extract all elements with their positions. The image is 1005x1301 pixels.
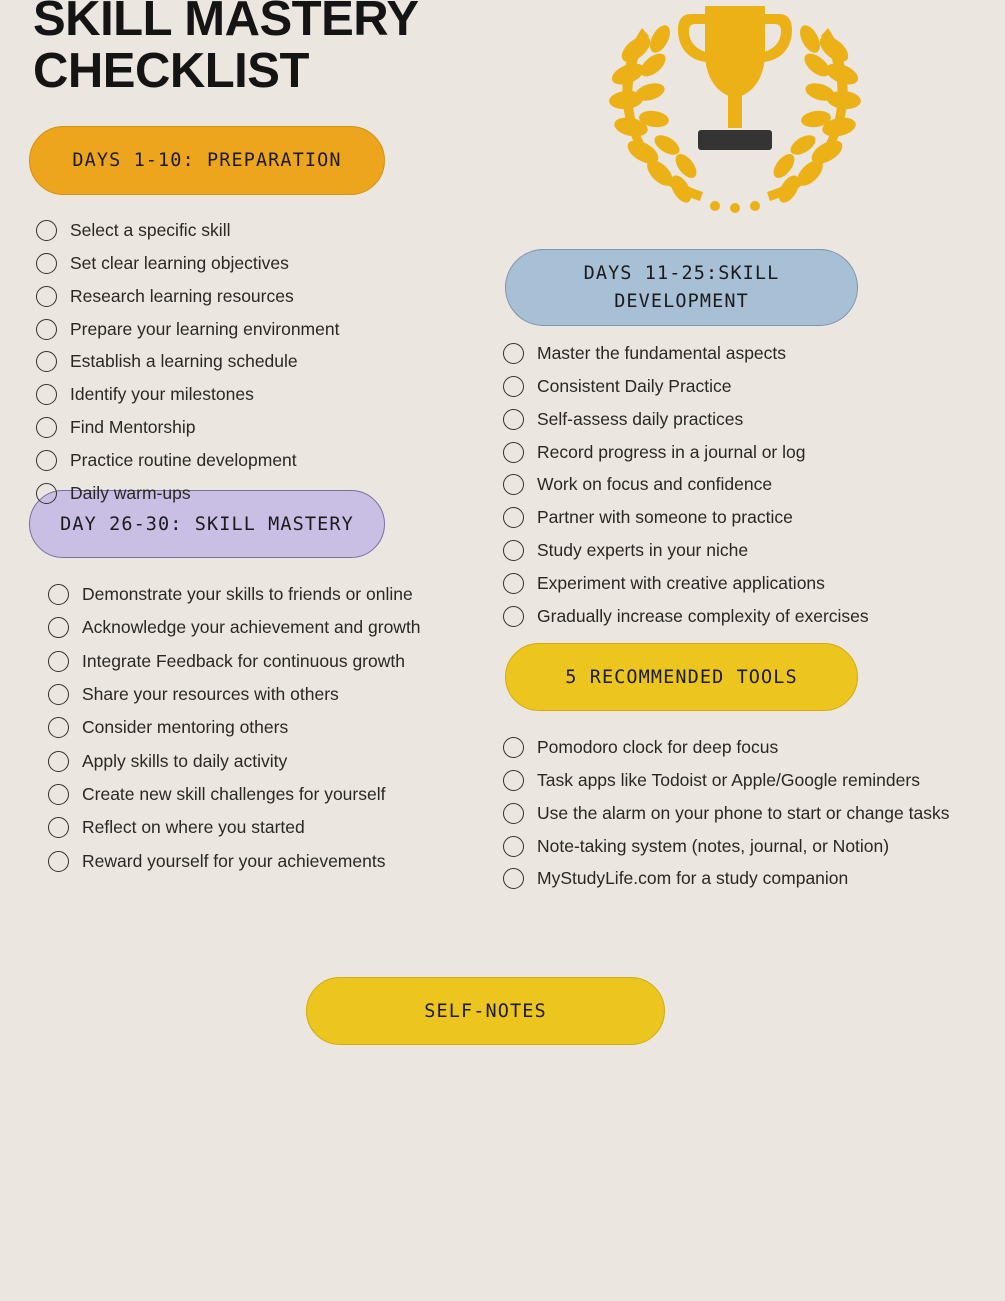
list-item-label: Master the fundamental aspects	[537, 343, 787, 363]
section-pill-recommended-tools[interactable]: 5 RECOMMENDED TOOLS	[505, 643, 858, 711]
list-item[interactable]	[48, 813, 428, 841]
checkbox-icon[interactable]	[503, 836, 524, 857]
checkbox-icon[interactable]	[36, 351, 57, 372]
list-item-label: Record progress in a journal or log	[537, 441, 806, 462]
list-item-label: Research learning resources	[70, 285, 294, 306]
checkbox-icon[interactable]	[503, 770, 524, 791]
list-item[interactable]	[503, 602, 923, 630]
checkbox-icon[interactable]	[48, 584, 69, 605]
page-title-line-1: SKILL MASTERY	[33, 0, 419, 46]
checkbox-icon[interactable]	[503, 606, 524, 627]
list-item-label: Prepare your learning environment	[70, 318, 340, 339]
list-item-label: Daily warm-ups	[70, 482, 191, 503]
list-item[interactable]	[503, 766, 1005, 794]
checkbox-icon[interactable]	[503, 868, 524, 889]
list-item[interactable]	[36, 315, 436, 343]
checkbox-icon[interactable]	[503, 442, 524, 463]
section-pill-skill-development[interactable]: DAYS 11-25:SKILL DEVELOPMENT	[505, 249, 858, 326]
list-item-label: Gradually increase complexity of exercises	[537, 605, 869, 626]
page-title	[33, 0, 553, 98]
list-item[interactable]	[503, 733, 1005, 761]
checklist-preparation	[36, 216, 436, 512]
list-item[interactable]	[503, 832, 1005, 860]
list-item[interactable]	[36, 347, 436, 375]
list-item[interactable]	[48, 580, 428, 608]
list-item-label: Note-taking system (notes, journal, or Notion)	[537, 835, 890, 856]
checkbox-icon[interactable]	[36, 220, 57, 241]
list-item-label: Share your resources with others	[82, 684, 339, 705]
checkbox-icon[interactable]	[36, 253, 57, 274]
list-item-label: Identify your milestones	[70, 384, 254, 405]
list-item[interactable]	[48, 680, 428, 708]
checkbox-icon[interactable]	[36, 319, 57, 340]
list-item[interactable]	[48, 747, 428, 775]
list-item[interactable]	[48, 780, 428, 808]
list-item-label: Practice routine development	[70, 449, 297, 470]
list-item-label: Acknowledge your achievement and growth	[82, 617, 421, 638]
section-pill-preparation[interactable]: DAYS 1-10: PREPARATION	[29, 126, 385, 195]
checkbox-icon[interactable]	[503, 409, 524, 430]
list-item-label: Use the alarm on your phone to start or change tasks	[537, 802, 950, 823]
list-item-label: MyStudyLife.com for a study companion	[537, 868, 849, 889]
list-item[interactable]	[36, 413, 436, 441]
checkbox-icon[interactable]	[48, 851, 69, 872]
trophy-laurel-icon	[590, 0, 880, 236]
checkbox-icon[interactable]	[48, 717, 69, 738]
list-item[interactable]	[36, 446, 436, 474]
section-pill-self-notes[interactable]: SELF-NOTES	[306, 977, 665, 1045]
list-item[interactable]	[48, 647, 428, 675]
list-item[interactable]	[503, 503, 923, 531]
checkbox-icon[interactable]	[36, 384, 57, 405]
checkbox-icon[interactable]	[48, 784, 69, 805]
checkbox-icon[interactable]	[503, 737, 524, 758]
checklist-skill-mastery	[48, 580, 428, 880]
list-item-label: Integrate Feedback for continuous growth	[82, 650, 405, 671]
checkbox-icon[interactable]	[503, 376, 524, 397]
list-item[interactable]	[36, 249, 436, 277]
checkbox-icon[interactable]	[503, 540, 524, 561]
list-item[interactable]	[36, 479, 436, 507]
list-item[interactable]	[503, 372, 923, 400]
list-item[interactable]	[36, 216, 436, 244]
list-item-label: Demonstrate your skills to friends or online	[82, 584, 413, 604]
list-item-label: Reward yourself for your achievements	[82, 850, 386, 871]
list-item-label: Reflect on where you started	[82, 817, 305, 838]
list-item-label: Consider mentoring others	[82, 717, 289, 738]
checkbox-icon[interactable]	[36, 417, 57, 438]
checkbox-icon[interactable]	[48, 651, 69, 672]
checkbox-icon[interactable]	[48, 751, 69, 772]
checkbox-icon[interactable]	[36, 483, 57, 504]
checkbox-icon[interactable]	[503, 474, 524, 495]
list-item[interactable]	[48, 847, 428, 875]
list-item-label: Establish a learning schedule	[70, 351, 298, 372]
list-item-label: Task apps like Todoist or Apple/Google reminders	[537, 769, 920, 790]
checkbox-icon[interactable]	[36, 450, 57, 471]
list-item-label: Select a specific skill	[70, 220, 231, 240]
section-pill-skill-mastery[interactable]: DAY 26-30: SKILL MASTERY	[29, 490, 385, 558]
checkbox-icon[interactable]	[503, 507, 524, 528]
checkbox-icon[interactable]	[48, 617, 69, 638]
list-item[interactable]	[503, 864, 1005, 892]
list-item[interactable]	[503, 536, 923, 564]
list-item[interactable]	[503, 339, 923, 367]
list-item[interactable]	[503, 470, 923, 498]
list-item[interactable]	[48, 713, 428, 741]
list-item-label: Find Mentorship	[70, 417, 196, 438]
list-item[interactable]	[503, 569, 923, 597]
checkbox-icon[interactable]	[503, 343, 524, 364]
list-item-label: Consistent Daily Practice	[537, 375, 732, 396]
checklist-recommended-tools	[503, 733, 1005, 897]
list-item[interactable]	[48, 613, 428, 641]
checkbox-icon[interactable]	[48, 817, 69, 838]
list-item-label: Work on focus and confidence	[537, 474, 773, 495]
list-item-label: Set clear learning objectives	[70, 252, 289, 273]
list-item[interactable]	[503, 438, 923, 466]
checkbox-icon[interactable]	[48, 684, 69, 705]
list-item[interactable]	[503, 405, 923, 433]
checkbox-icon[interactable]	[503, 573, 524, 594]
list-item-label: Apply skills to daily activity	[82, 750, 288, 771]
checkbox-icon[interactable]	[503, 803, 524, 824]
page-title-line-2: CHECKLIST	[33, 43, 309, 98]
list-item-label: Study experts in your niche	[537, 540, 749, 561]
list-item[interactable]	[36, 282, 436, 310]
list-item[interactable]	[36, 380, 436, 408]
list-item-label: Pomodoro clock for deep focus	[537, 737, 779, 757]
list-item[interactable]	[503, 799, 1005, 827]
list-item-label: Partner with someone to practice	[537, 507, 793, 528]
list-item-label: Experiment with creative applications	[537, 572, 825, 593]
checkbox-icon[interactable]	[36, 286, 57, 307]
checklist-skill-development	[503, 339, 923, 635]
list-item-label: Self-assess daily practices	[537, 408, 744, 429]
list-item-label: Create new skill challenges for yourself	[82, 784, 386, 805]
